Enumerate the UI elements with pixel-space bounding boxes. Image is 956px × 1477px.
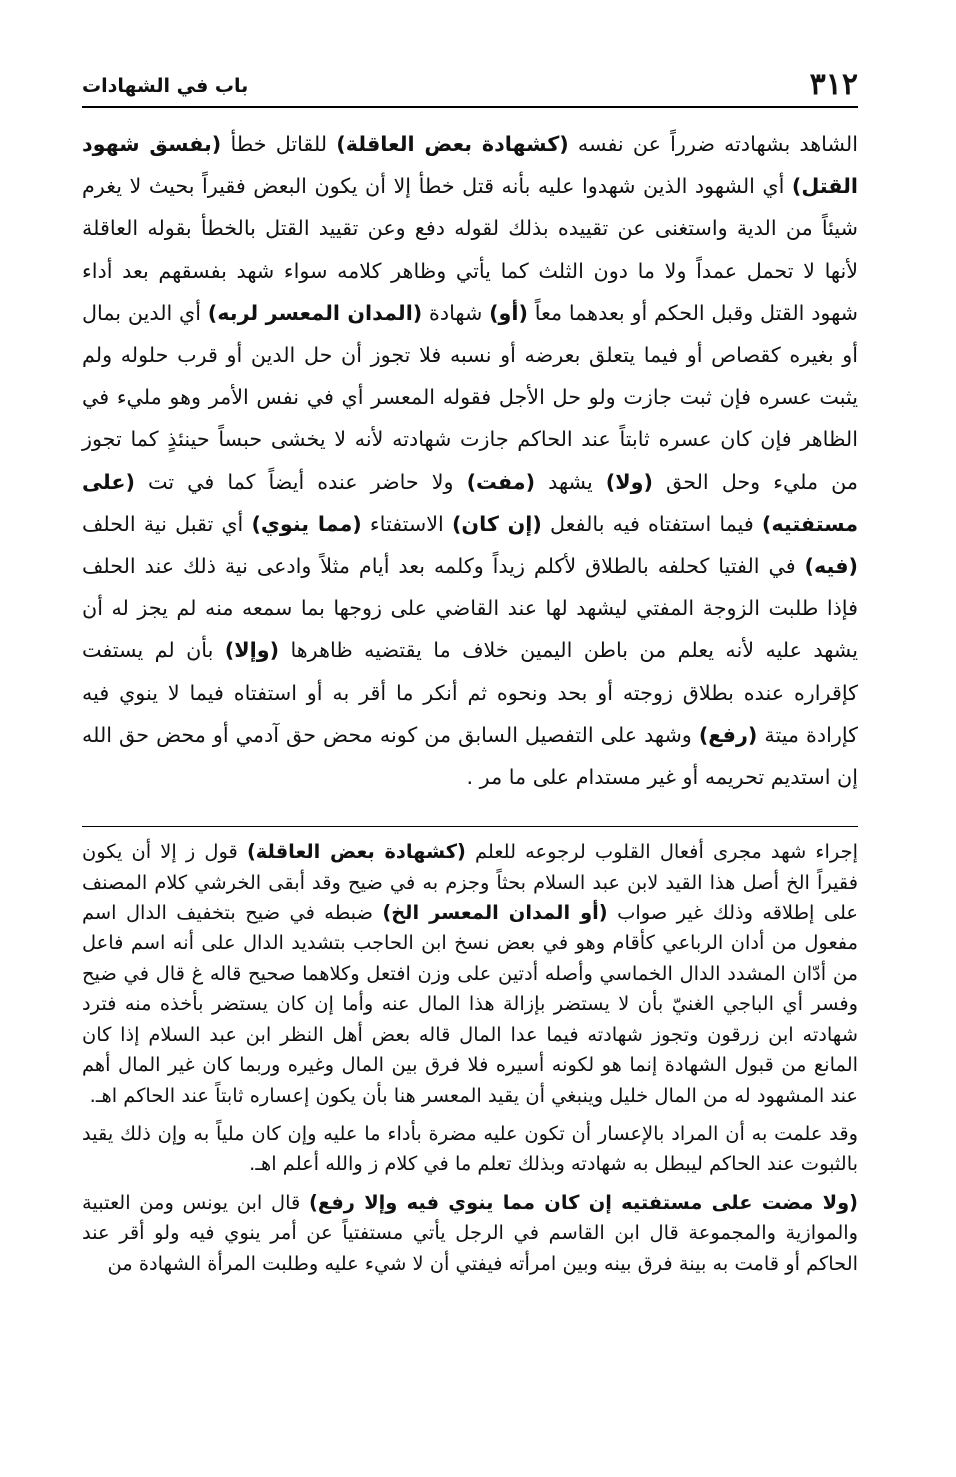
main-text — [82, 123, 858, 798]
bold-phrase: (بفسق شهود القتل) — [82, 132, 858, 199]
bold-phrase: (كشهادة بعض العاقلة) — [336, 132, 569, 156]
text-segment: للقاتل خطأ — [221, 132, 337, 156]
bold-phrase: (كشهادة بعض العاقلة) — [246, 840, 466, 864]
bold-phrase: (فيه) — [804, 554, 858, 579]
footnote-separator — [82, 826, 858, 827]
text-segment: الشاهد بشهادته ضرراً عن نفسه — [568, 132, 858, 156]
text-segment: وقد علمت به أن المراد بالإعسار أن تكون عليه مضرة بأداء ما عليه وإن كان ملياً به وإن ذلك يقيد بالثبوت عند الحاكم ليبطل به شهادته وبذلك تعلم ما في كلام ز والله أعلم اهـ. — [82, 1121, 858, 1176]
bold-phrase: (وإلا) — [224, 638, 280, 663]
bold-phrase: (مما ينوي) — [251, 511, 362, 536]
bold-phrase: (أو) — [489, 300, 528, 325]
bold-phrase: (مفت) — [466, 469, 536, 494]
bold-phrase: (رفع) — [698, 722, 758, 747]
text-segment: يشهد — [535, 469, 606, 494]
bold-phrase: (ولا مضت على مستفتيه إن كان مما ينوي فيه وإلا رفع) — [308, 1190, 859, 1214]
text-segment: أي تقبل نية الحلف — [82, 511, 252, 536]
bold-phrase: (إن كان) — [451, 511, 542, 536]
text-segment: أي الشهود الذين شهدوا عليه بأنه قتل خطأ إلا أن يكون البعض فقيراً بحيث لا يغرم شيئاً من الدية واستغنى عن تقييده بذلك لقوله دفع وعن تقييد القتل بالخطأ بقوله العاقلة لأنها لا تحمل عمداً ولا ما دون الثلث كما يأتي وظاهر كلامه سواء شهد بفسقهم بعد أداء شهود القتل وقبل الحكم أو بعدهما معاً — [82, 174, 858, 325]
footnote-paragraph — [82, 1188, 858, 1279]
text-segment: ولا حاضر عنده أيضاً كما في تت — [134, 469, 467, 494]
footnote-paragraph — [82, 1119, 858, 1180]
text-segment: شهادة — [422, 300, 490, 325]
text-segment: الاستفتاء — [361, 511, 452, 536]
text-segment: قول ز إلا أن يكون فقيراً الخ أصل هذا القيد لابن عبد السلام بحثاً وجزم به في ضيح وقد أبقى الخرشي كلام المصنف على إطلاقه وذلك غير صواب — [82, 840, 858, 925]
text-segment: في الفتيا كحلفه بالطلاق لأكلم زيداً وكلمه بعد أيام مثلاً وادعى نية ذلك عند الحلف فإذا طلبت الزوجة المفتي ليشهد لها عند القاضي على زوجها بما سمعه منه لم يجز له أن يشهد عليه لأنه يعلم من باطن اليمين خلاف ما يقتضيه ظاهرها — [82, 554, 858, 663]
text-segment: قال ابن يونس ومن العتبية والموازية والمجموعة قال ابن القاسم في الرجل يأتي مستفتياً عن أمر ينوي فيه ولو أقر عند الحاكم أو قامت به بينة فرق بينه وبين امرأته فيفتي أن لا شيء عليه وطلبت المرأة الشهادة من — [82, 1190, 858, 1275]
footnotes — [82, 837, 858, 1279]
running-title: باب في الشهادات — [82, 75, 249, 97]
text-segment: وشهد على التفصيل السابق من كونه محض حق آدمي أو محض حق الله إن استديم تحريمه أو غير مستدام على ما مر . — [82, 722, 858, 790]
bold-phrase: (على مستفتيه) — [82, 469, 859, 536]
bold-phrase: (المدان المعسر لربه) — [207, 300, 423, 325]
page-header — [82, 66, 858, 108]
footnote-paragraph — [82, 837, 858, 1111]
bold-phrase: (ولا) — [605, 469, 653, 494]
text-segment: فيما استفتاه فيه بالفعل — [541, 511, 762, 536]
book-page — [82, 66, 858, 1456]
main-paragraph — [82, 123, 858, 798]
text-segment: أي الدين بمال أو بغيره كقصاص أو فيما يتعلق بعرضه أو نسبه فلا تجوز أن حل الدين أو قرب حلوله ولم يثبت عسره فإن ثبت جازت ولو حل الأجل فقوله المعسر أي في نفس الأمر وهو مليء في الظاهر فإن كان عسره ثابتاً عند الحاكم جازت شهادته لأنه لا يخشى حبساً حينئذٍ كما تجوز من مليء وحل الحق — [82, 300, 858, 494]
text-segment: ضبطه في ضيح بتخفيف الدال اسم مفعول من أدان الرباعي كأقام وهو في بعض نسخ ابن الحاجب بتشديد الدال على أنه اسم فاعل من أدّان المشدد الدال الخماسي وأصله أدتين على وزن افتعل وكلاهما صحيح قاله غ قال في ضيح وفسر أي الباجي الغنيّ بأن لا يستضر بإزالة هذا المال عنه وأما إن كان يستضر بأخذه منه فترد شهادته ابن زرقون وتجوز شهادته فيما عدا المال قاله بعض أهل النظر ابن عبد السلام إذا كان المانع من قبول الشهادة إنما هو لكونه أسيره فلا فرق بين المال وغيره وربما كان غير المال أهم عند المشهود له من المال خليل وينبغي أن يقيد المعسر هنا بأن يكون إعساره ثابتاً عند الحاكم اهـ. — [82, 901, 858, 1107]
bold-phrase: (أو المدان المعسر الخ) — [382, 901, 608, 925]
text-segment: بأن لم يستفت كإقراره عنده بطلاق زوجته أو بحد ونحوه ثم أنكر ما أقر به أو استفتاه فيما لا ينوي فيه كإرادة ميتة — [82, 638, 858, 747]
text-segment: إجراء شهد مجرى أفعال القلوب لرجوعه للعلم — [465, 840, 859, 864]
page-number: ٣١٢ — [809, 67, 858, 102]
